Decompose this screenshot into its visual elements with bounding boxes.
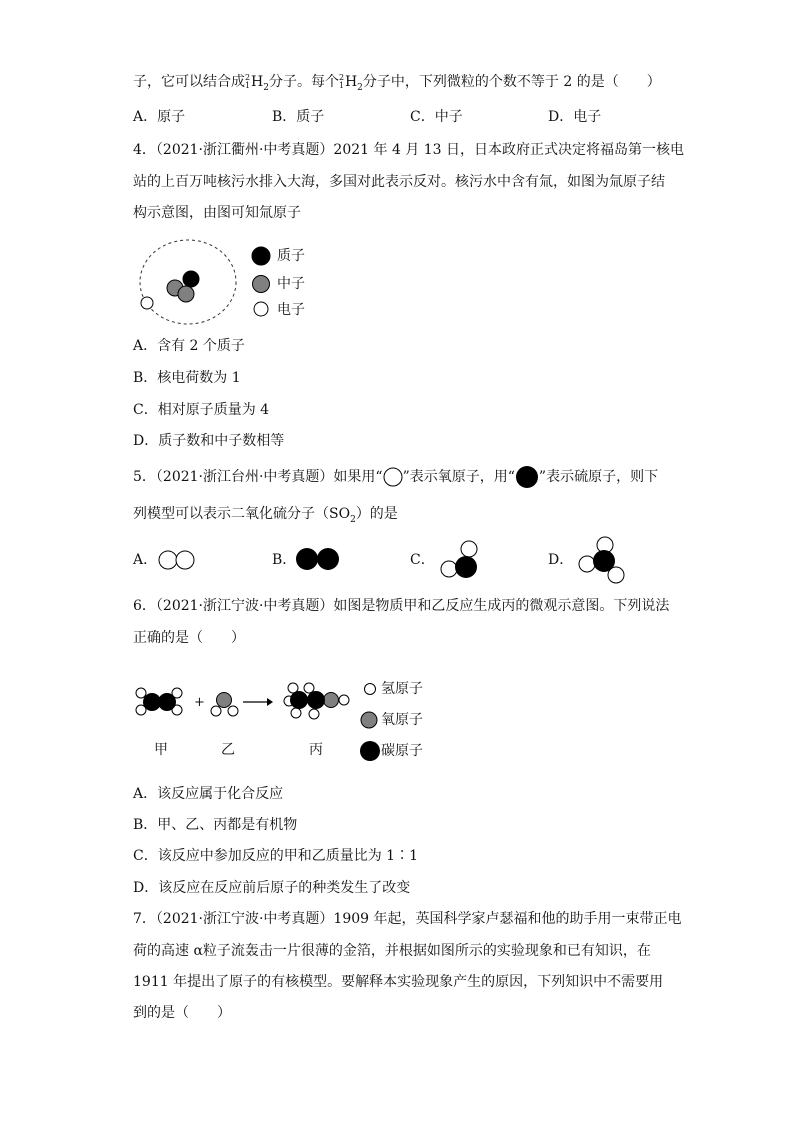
q5-text: 列模型可以表示二氧化硫分子（SO bbox=[133, 506, 351, 522]
product-bing-molecule bbox=[284, 683, 350, 719]
q4-stem-line-1: 4．（2021·浙江衢州·中考真题）2021 年 4 月 13 日，日本政府正式决定将福岛第一核电 bbox=[133, 142, 685, 158]
label-jia: 甲 bbox=[154, 742, 168, 758]
molecule-symbol: H bbox=[344, 74, 358, 90]
molecule-subscript: 2 bbox=[263, 82, 269, 93]
q5-option-b-model[interactable] bbox=[295, 546, 341, 572]
q5-text: ）的是 bbox=[355, 506, 398, 522]
reactant-yi-molecule bbox=[209, 690, 241, 718]
legend-electron-label: 电子 bbox=[277, 302, 305, 318]
q4-stem-line-3: 构示意图，由图可知氚原子 bbox=[133, 205, 301, 221]
q4-option-c[interactable]: C．相对原子质量为 4 bbox=[133, 402, 270, 418]
q7-stem-line-2: 荷的高速 α粒子流轰击一片很薄的金箔，并根据如图所示的实验现象和已有知识，在 bbox=[133, 943, 651, 959]
tritium-atom-diagram bbox=[135, 232, 235, 328]
reaction-arrow bbox=[243, 697, 273, 707]
legend-proton-icon bbox=[251, 246, 271, 266]
q6-stem-line-1: 6．（2021·浙江宁波·中考真题）如图是物质甲和乙反应生成丙的微观示意图。下列说法 bbox=[133, 598, 670, 614]
label-yi: 乙 bbox=[221, 742, 235, 758]
q3-stem-text: 分子中，下列微粒的个数不等于 2 的是（ ） bbox=[362, 74, 661, 90]
q3-option-a[interactable]: A．原子 bbox=[133, 109, 186, 125]
plus-sign: + bbox=[194, 695, 205, 710]
reactant-jia-molecule bbox=[133, 688, 185, 716]
atomic-number: 1 bbox=[245, 81, 251, 90]
proton bbox=[183, 271, 199, 287]
q5-stem-line-2 bbox=[133, 504, 398, 530]
legend-proton-label: 质子 bbox=[277, 248, 305, 264]
q4-stem-line-2: 站的上百万吨核污水排入大海，多国对此表示反对。核污水中含有氚，如图为氚原子结 bbox=[133, 174, 665, 190]
q5-option-a-label[interactable]: A． bbox=[133, 552, 158, 568]
q5-option-b-label[interactable]: B． bbox=[272, 552, 297, 568]
q7-stem-line-3: 1911 年提出了原子的有核模型。要解释本实验现象产生的原因，下列知识中不需要用 bbox=[133, 974, 664, 990]
q5-option-a-model[interactable] bbox=[158, 549, 198, 571]
atomic-number: 1 bbox=[338, 81, 345, 90]
mass-number: 2 bbox=[245, 73, 251, 82]
q5-option-d-model[interactable] bbox=[576, 535, 628, 585]
q5-option-d-label[interactable]: D． bbox=[548, 552, 574, 568]
isotope-label bbox=[245, 74, 251, 90]
q7-stem-line-1: 7．（2021·浙江宁波·中考真题）1909 年起，英国科学家卢瑟福和他的助手用一束带正电 bbox=[133, 911, 682, 927]
q7-stem-line-4: 到的是（ ） bbox=[133, 1005, 231, 1021]
q6-option-b[interactable]: B．甲、乙、丙都是有机物 bbox=[133, 817, 298, 833]
isotope-label bbox=[339, 74, 345, 90]
q3-stem-line bbox=[133, 72, 661, 98]
q3-option-d[interactable]: D．电子 bbox=[548, 109, 602, 125]
q5-text: ”表示氧原子，用“ bbox=[402, 469, 515, 485]
q6-option-c[interactable]: C．该反应中参加反应的甲和乙质量比为 1∶1 bbox=[133, 848, 418, 864]
q5-stem-line-1 bbox=[133, 465, 658, 489]
molecule-subscript: 2 bbox=[357, 82, 363, 93]
legend-carbon-icon bbox=[359, 740, 381, 762]
formula-subscript: 2 bbox=[350, 514, 356, 525]
sulfur-atom-icon bbox=[515, 465, 539, 489]
legend-hydrogen-icon bbox=[362, 681, 378, 697]
q3-stem-text: 子，它可以结合成 bbox=[133, 74, 245, 90]
legend-neutron-label: 中子 bbox=[277, 276, 305, 292]
legend-electron-icon bbox=[251, 299, 271, 319]
q4-option-a[interactable]: A．含有 2 个质子 bbox=[133, 338, 245, 354]
q3-option-b[interactable]: B．质子 bbox=[272, 109, 325, 125]
legend-oxygen-icon bbox=[359, 710, 379, 730]
neutron bbox=[178, 286, 194, 302]
molecule-symbol: H bbox=[251, 74, 264, 90]
legend-hydrogen-label: 氢原子 bbox=[381, 681, 423, 697]
q6-option-a[interactable]: A．该反应属于化合反应 bbox=[133, 786, 284, 802]
electron bbox=[141, 297, 153, 309]
q5-option-c-label[interactable]: C． bbox=[410, 552, 435, 568]
q3-stem-text: 分子。每个 bbox=[268, 74, 339, 90]
q6-option-d[interactable]: D．该反应在反应前后原子的种类发生了改变 bbox=[133, 880, 411, 896]
q5-option-c-model[interactable] bbox=[438, 538, 482, 582]
q5-text: 5．（2021·浙江台州·中考真题）如果用“ bbox=[133, 469, 383, 485]
legend-neutron-icon bbox=[251, 274, 271, 294]
label-bing: 丙 bbox=[309, 742, 323, 758]
q4-option-d[interactable]: D．质子数和中子数相等 bbox=[133, 433, 285, 449]
mass-number: 2 bbox=[338, 73, 345, 82]
legend-carbon-label: 碳原子 bbox=[381, 743, 423, 759]
q6-stem-line-2: 正确的是（ ） bbox=[133, 630, 245, 646]
q5-text: ”表示硫原子，则下 bbox=[538, 469, 659, 485]
q3-option-c[interactable]: C．中子 bbox=[410, 109, 463, 125]
oxygen-atom-icon bbox=[383, 467, 403, 487]
legend-oxygen-label: 氧原子 bbox=[381, 712, 423, 728]
q4-option-b[interactable]: B．核电荷数为 1 bbox=[133, 370, 241, 386]
